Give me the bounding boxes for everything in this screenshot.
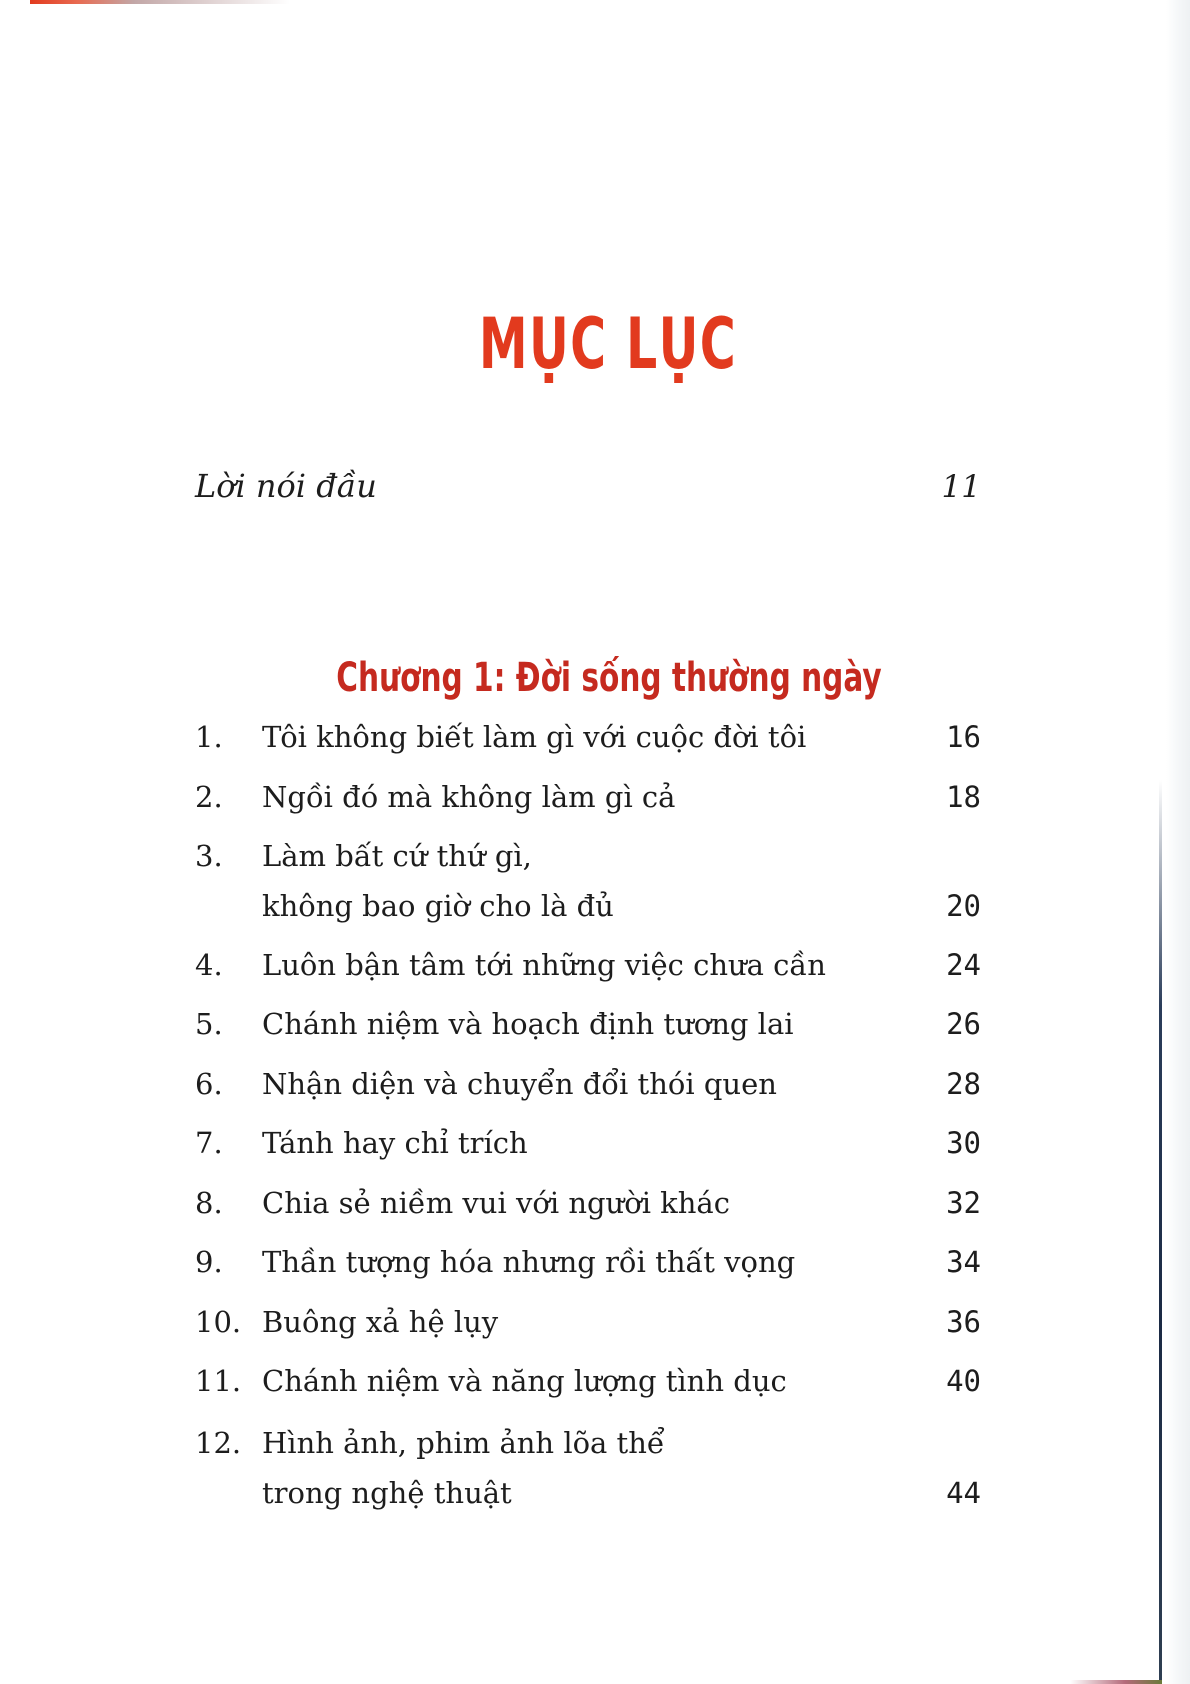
entry-page-number: 32	[946, 1186, 981, 1220]
entry-page-number: 44	[946, 1476, 981, 1510]
entry-number: 5.	[195, 1007, 223, 1041]
entry-title: Luôn bận tâm tới những việc chưa cần	[262, 948, 826, 982]
entry-page-number: 28	[946, 1067, 981, 1101]
page-bottom-edge	[1070, 1680, 1162, 1684]
entry-number: 7.	[195, 1126, 223, 1160]
entry-title: Chánh niệm và năng lượng tình dục	[262, 1364, 787, 1398]
preface-label: Lời nói đầu	[195, 467, 377, 505]
entry-title: Thần tượng hóa nhưng rồi thất vọng	[262, 1245, 796, 1279]
entry-number: 4.	[195, 948, 223, 982]
entry-title: Chánh niệm và hoạch định tương lai	[262, 1007, 794, 1041]
entry-number: 8.	[195, 1186, 223, 1220]
entry-title: Buông xả hệ lụy	[262, 1305, 499, 1339]
toc-entry[interactable]	[195, 1302, 981, 1342]
page-right-shadow	[1166, 0, 1190, 1684]
entry-title-line-1: Hình ảnh, phim ảnh lõa thể	[262, 1426, 665, 1460]
entry-title: Nhận diện và chuyển đổi thói quen	[262, 1067, 777, 1101]
toc-entry[interactable]	[195, 1242, 981, 1282]
entry-page-number: 16	[946, 720, 981, 754]
entry-page-number: 26	[946, 1007, 981, 1041]
entry-number: 3.	[195, 839, 223, 873]
toc-entry-preface[interactable]	[195, 467, 981, 505]
entry-number: 9.	[195, 1245, 223, 1279]
entry-title-line-1: Làm bất cứ thứ gì,	[262, 839, 532, 873]
toc-entry[interactable]	[195, 777, 981, 817]
entry-number: 2.	[195, 780, 223, 814]
entry-page-number: 20	[946, 889, 981, 923]
entry-page-number: 36	[946, 1305, 981, 1339]
entry-number: 10.	[195, 1305, 242, 1339]
entry-page-number: 34	[946, 1245, 981, 1279]
entry-number: 12.	[195, 1426, 242, 1460]
entry-page-number: 24	[946, 948, 981, 982]
entry-page-number: 30	[946, 1126, 981, 1160]
page-top-edge	[30, 0, 290, 4]
page-title: MỤC LỤC	[478, 302, 738, 385]
toc-entry[interactable]	[195, 1423, 981, 1463]
toc-entry[interactable]	[195, 836, 981, 876]
toc-entry[interactable]	[195, 1064, 981, 1104]
entry-number: 1.	[195, 720, 223, 754]
chapter-heading: Chương 1: Đời sống thường ngày	[336, 655, 882, 702]
entry-title: Chia sẻ niềm vui với người khác	[262, 1186, 730, 1220]
toc-entry[interactable]	[195, 717, 981, 757]
entry-number: 6.	[195, 1067, 223, 1101]
entry-title: Ngồi đó mà không làm gì cả	[262, 780, 676, 814]
page-binding-edge	[1159, 780, 1162, 1684]
toc-entry-continuation[interactable]	[195, 886, 981, 926]
entry-title: Tánh hay chỉ trích	[262, 1126, 528, 1160]
entry-title-line-2: không bao giờ cho là đủ	[262, 889, 614, 923]
toc-entry[interactable]	[195, 1361, 981, 1401]
entry-page-number: 18	[946, 780, 981, 814]
toc-entry-continuation[interactable]	[195, 1473, 981, 1513]
entry-page-number: 40	[946, 1364, 981, 1398]
toc-entry[interactable]	[195, 945, 981, 985]
toc-entry[interactable]	[195, 1004, 981, 1044]
entry-title: Tôi không biết làm gì với cuộc đời tôi	[262, 720, 807, 754]
toc-entry[interactable]	[195, 1123, 981, 1163]
toc-entry[interactable]	[195, 1183, 981, 1223]
entry-number: 11.	[195, 1364, 242, 1398]
preface-page-number: 11	[941, 469, 981, 505]
entry-title-line-2: trong nghệ thuật	[262, 1476, 512, 1510]
